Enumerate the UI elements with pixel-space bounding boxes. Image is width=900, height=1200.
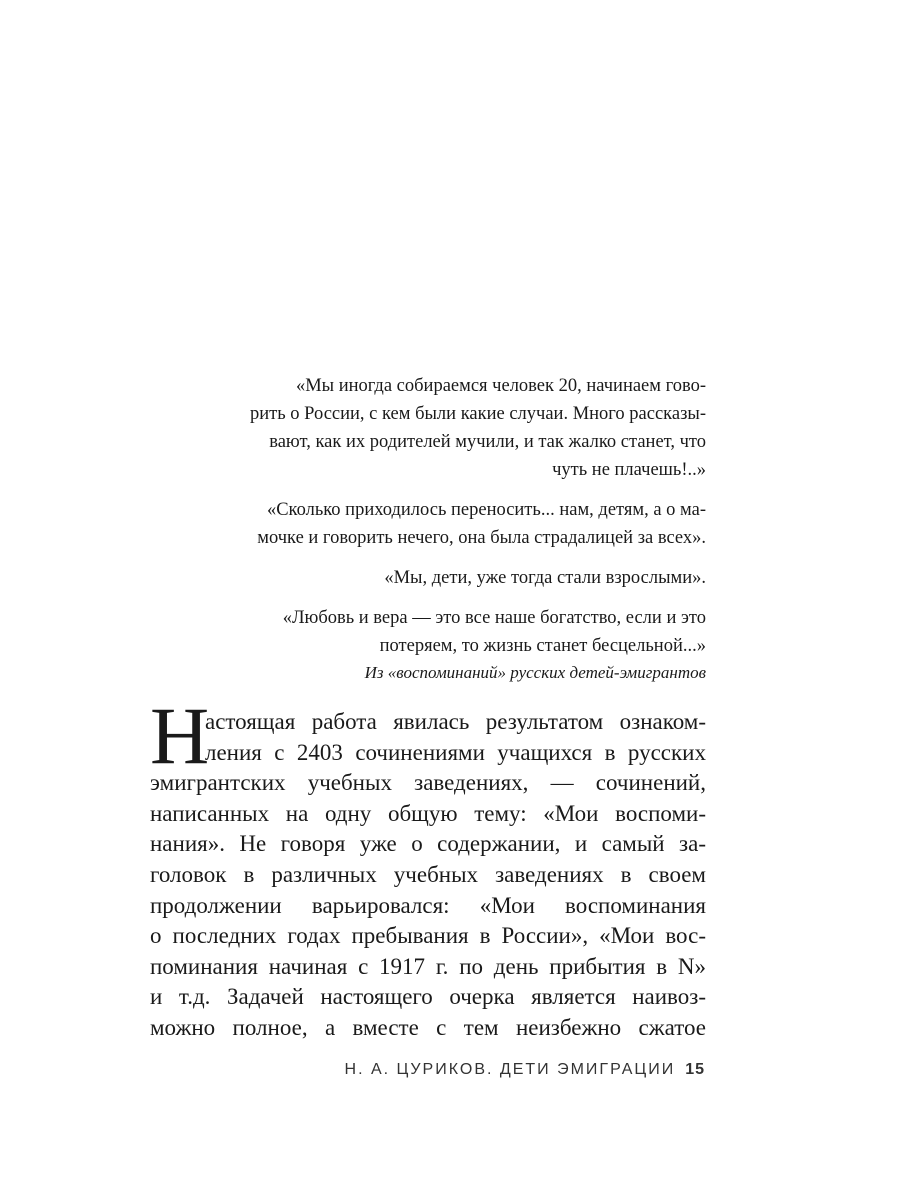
epigraph-line: «Сколько приходилось переносить... нам, детям, а о ма- <box>266 500 706 520</box>
running-head: Н. А. ЦУРИКОВ. ДЕТИ ЭМИГРАЦИИ <box>344 1061 676 1078</box>
body-text <box>150 707 706 1044</box>
epigraph-line: потеряем, то жизнь станет бесцельной...» <box>379 636 706 656</box>
body-line: продолжении варьировался: «Мои воспоминания <box>150 892 706 918</box>
epigraph-quote-3 <box>150 564 706 592</box>
epigraph-quote-2 <box>150 496 706 552</box>
epigraph-source: Из «воспоминаний» русских детей-эмигрантов <box>364 663 706 682</box>
body-line: головок в различных учебных заведениях в своем <box>150 861 706 887</box>
body-line: о последних годах пребывания в России», «Мои вос- <box>150 923 706 949</box>
body-line: поминания начиная с 1917 г. по день прибытия в N» <box>150 953 706 979</box>
epigraph-quote-4 <box>150 604 706 660</box>
body-line: эмигрантских учебных заведениях, — сочинений, <box>150 770 706 796</box>
drop-cap: Н <box>150 690 210 781</box>
body-line: можно полное, а вместе с тем неизбежно сжатое <box>150 1014 706 1040</box>
epigraph <box>150 372 706 686</box>
epigraph-line: рить о России, с кем были какие случаи. Много рассказы- <box>250 404 706 424</box>
epigraph-line: чуть не плачешь!..» <box>552 460 706 480</box>
body-line: написанных на одну общую тему: «Мои воспоми- <box>150 800 706 826</box>
epigraph-line: вают, как их родителей мучили, и так жалко станет, что <box>269 432 706 452</box>
epigraph-quote-1 <box>150 372 706 484</box>
page-footer <box>345 1061 705 1079</box>
epigraph-line: мочке и говорить нечего, она была страдалицей за всех». <box>257 528 706 548</box>
epigraph-line: «Мы иногда собираемся человек 20, начинаем гово- <box>295 376 706 396</box>
body-line: нания». Не говоря уже о содержании, и самый за- <box>150 831 706 857</box>
body-line: ления с 2403 сочинениями учащихся в русских <box>205 739 706 765</box>
epigraph-line: «Любовь и вера — это все наше богатство, если и это <box>282 608 706 628</box>
body-line: и т.д. Задачей настоящего очерка является наивоз- <box>150 984 706 1010</box>
epigraph-line: «Мы, дети, уже тогда стали взрослыми». <box>384 568 706 588</box>
page-number: 15 <box>685 1061 705 1078</box>
body-line: астоящая работа явилась результатом ознаком- <box>205 709 706 734</box>
